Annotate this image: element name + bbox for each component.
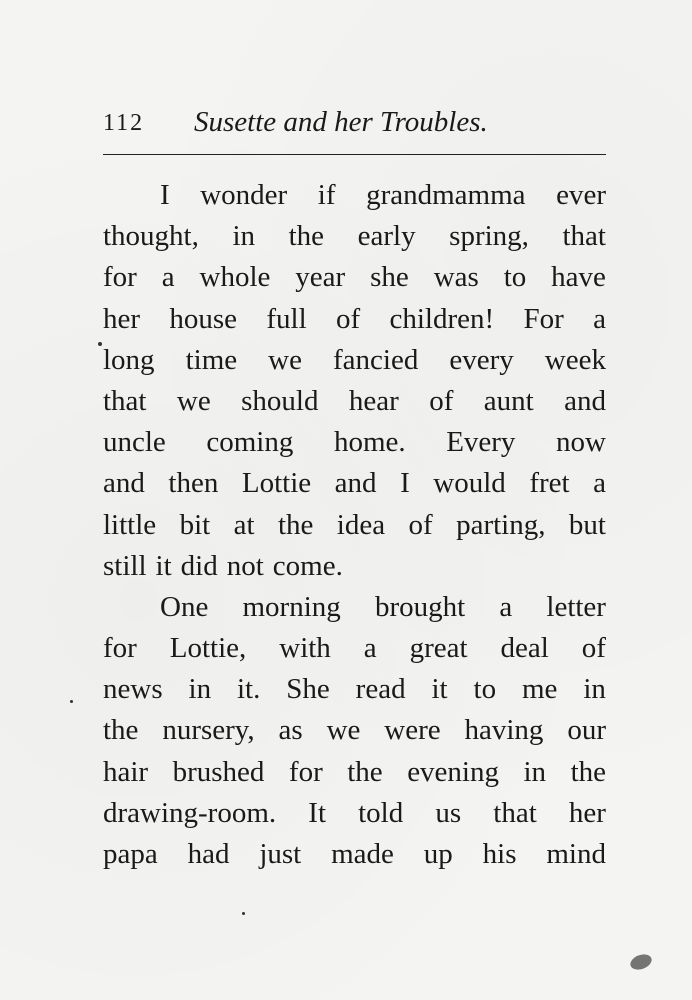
- word: still: [103, 549, 147, 582]
- word: for: [288, 755, 323, 788]
- word: of: [335, 302, 361, 335]
- word: had: [187, 838, 230, 870]
- word: grandmamma: [366, 179, 526, 211]
- word: his: [482, 838, 517, 870]
- word: told: [358, 796, 404, 829]
- word: as: [278, 714, 303, 747]
- word: time: [185, 343, 238, 376]
- text-line: [103, 710, 606, 751]
- word: that: [493, 796, 537, 829]
- word: her: [568, 796, 606, 829]
- word: uncle: [103, 426, 166, 459]
- word: should: [241, 384, 319, 417]
- running-title: Susette and her Troubles.: [194, 106, 488, 138]
- word: aunt: [483, 384, 534, 417]
- word: if: [317, 179, 336, 211]
- word: of: [581, 632, 606, 665]
- page-number: 112: [103, 110, 145, 136]
- ink-blot: [628, 952, 653, 973]
- word: It: [308, 796, 326, 829]
- word: we: [326, 714, 361, 747]
- word: in: [232, 220, 256, 253]
- text-line: [103, 381, 606, 422]
- word: in: [188, 673, 212, 706]
- word: me: [521, 673, 558, 706]
- word: a: [593, 302, 606, 335]
- word: whole: [199, 261, 271, 294]
- body-text: [103, 175, 606, 875]
- word: For: [523, 302, 564, 335]
- word: One: [160, 590, 209, 623]
- text-line: [103, 216, 606, 257]
- text-line: [103, 669, 606, 710]
- text-line: [103, 793, 606, 834]
- ink-speck: [70, 700, 73, 703]
- word: fancied: [332, 343, 419, 376]
- paragraph-1: [103, 175, 606, 587]
- word: our: [567, 714, 606, 747]
- word: we: [176, 384, 211, 417]
- word: nursery,: [162, 714, 255, 747]
- word: to: [473, 673, 497, 706]
- word: made: [331, 838, 394, 870]
- word: news: [103, 673, 163, 706]
- word: great: [409, 632, 468, 665]
- word: it.: [236, 673, 261, 706]
- word: have: [551, 261, 606, 294]
- word: the: [570, 755, 606, 788]
- word: that: [103, 384, 147, 417]
- word: having: [464, 714, 544, 747]
- word: a: [593, 467, 606, 500]
- word: for: [103, 261, 137, 294]
- word: wonder: [200, 179, 288, 211]
- word: year: [295, 261, 346, 294]
- word: would: [433, 467, 506, 500]
- word: read: [355, 673, 406, 706]
- header-rule: [103, 154, 606, 155]
- text-line: [103, 752, 606, 793]
- word: children!: [389, 302, 495, 335]
- word: bit: [179, 508, 211, 541]
- word: brought: [374, 590, 466, 623]
- text-line: [103, 546, 606, 587]
- word: fret: [529, 467, 570, 500]
- word: and: [334, 467, 377, 500]
- word: up: [423, 838, 453, 870]
- word: deal: [500, 632, 549, 665]
- word: parting,: [456, 508, 546, 541]
- word: spring,: [449, 220, 529, 253]
- word: a: [363, 632, 377, 665]
- text-line: [103, 422, 606, 463]
- text-line: [103, 257, 606, 298]
- word: for: [103, 632, 137, 665]
- text-line: [103, 628, 606, 669]
- word: long: [103, 343, 155, 376]
- text-line: [103, 505, 606, 546]
- word: in: [583, 673, 606, 706]
- word: it: [431, 673, 448, 706]
- word: then: [168, 467, 219, 500]
- word: evening: [407, 755, 499, 788]
- word: come.: [272, 549, 343, 582]
- word: week: [544, 343, 606, 376]
- word: and: [564, 384, 606, 417]
- word: just: [259, 838, 302, 870]
- word: a: [161, 261, 175, 294]
- word: not: [226, 549, 264, 582]
- word: thought,: [103, 220, 199, 253]
- word: the: [347, 755, 383, 788]
- word: full: [266, 302, 307, 335]
- word: the: [288, 220, 325, 253]
- text-line: [103, 175, 606, 216]
- word: ever: [556, 179, 606, 211]
- word: a: [499, 590, 513, 623]
- word: Lottie: [241, 467, 312, 500]
- word: coming: [206, 426, 294, 459]
- word: was: [433, 261, 479, 294]
- word: hair: [103, 755, 149, 788]
- word: did: [180, 549, 218, 582]
- word: of: [429, 384, 454, 417]
- word: and: [103, 467, 145, 500]
- text-line: [103, 299, 606, 340]
- word: letter: [546, 590, 606, 623]
- word: in: [523, 755, 547, 788]
- word: She: [286, 673, 330, 706]
- word: idea: [336, 508, 386, 541]
- word: house: [169, 302, 238, 335]
- word: that: [562, 220, 606, 253]
- word: with: [279, 632, 331, 665]
- text-line: [103, 463, 606, 504]
- word: every: [449, 343, 514, 376]
- word: the: [277, 508, 314, 541]
- word: I: [160, 179, 170, 211]
- word: her: [103, 302, 141, 335]
- word: of: [408, 508, 433, 541]
- text-line: [103, 834, 606, 875]
- word: us: [435, 796, 462, 829]
- word: Lottie,: [169, 632, 247, 665]
- paragraph-2: [103, 587, 606, 875]
- text-line: [103, 340, 606, 381]
- running-head: [103, 106, 608, 146]
- word: I: [400, 467, 410, 500]
- word: at: [233, 508, 255, 541]
- word: to: [503, 261, 527, 294]
- word: brushed: [172, 755, 265, 788]
- word: it: [155, 549, 172, 582]
- word: morning: [242, 590, 341, 623]
- word: now: [556, 426, 606, 459]
- ink-speck: [242, 912, 245, 915]
- word: Every: [446, 426, 516, 459]
- word: early: [357, 220, 416, 253]
- word: the: [103, 714, 139, 747]
- ink-speck: [98, 342, 102, 346]
- word: hear: [348, 384, 399, 417]
- word: little: [103, 508, 157, 541]
- word: home.: [333, 426, 406, 459]
- word: she: [370, 261, 409, 294]
- word: drawing-room.: [103, 796, 277, 829]
- text-line: [103, 587, 606, 628]
- word: we: [268, 343, 302, 376]
- word: mind: [546, 838, 606, 870]
- word: but: [568, 508, 606, 541]
- word: papa: [103, 838, 158, 870]
- word: were: [384, 714, 441, 747]
